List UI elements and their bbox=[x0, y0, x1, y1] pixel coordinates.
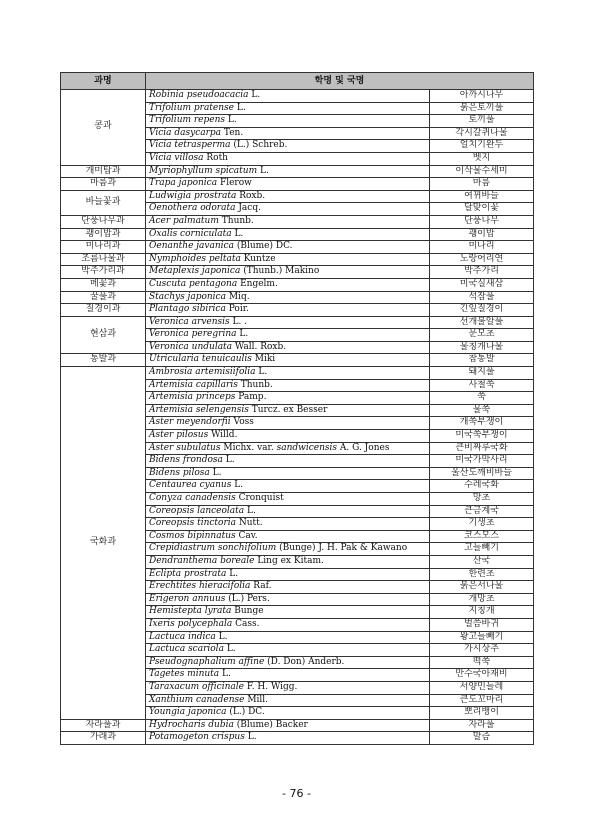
genus-species: Lactuca indica bbox=[149, 631, 216, 642]
genus-species: Eclipta prostrata bbox=[149, 568, 227, 579]
author-citation: (L.) Schreb. bbox=[233, 140, 288, 151]
table-row bbox=[61, 316, 534, 329]
scientific-name-cell bbox=[146, 241, 430, 254]
author-citation: (Blume) DC. bbox=[236, 241, 293, 252]
scientific-name-cell bbox=[146, 316, 430, 329]
scientific-name-cell bbox=[146, 606, 430, 619]
family-cell: 자라풀과 bbox=[61, 719, 146, 732]
korean-name-cell: 가시상추 bbox=[430, 644, 534, 657]
genus-species: Cosmos bipinnatus bbox=[149, 530, 236, 541]
scientific-name-cell bbox=[146, 618, 430, 631]
genus-species: Myriophyllum spicatum bbox=[149, 165, 258, 176]
table-row bbox=[61, 241, 534, 254]
genus-species: Conyza canadensis bbox=[149, 493, 236, 503]
korean-name-cell: 참통발 bbox=[430, 354, 534, 367]
species-table bbox=[60, 72, 534, 745]
author-citation: Michx. var. bbox=[223, 442, 277, 453]
korean-name-cell: 문모초 bbox=[430, 329, 534, 342]
genus-species: Nymphoides peltata bbox=[149, 253, 241, 264]
family-cell: 질경이과 bbox=[61, 304, 146, 317]
header-name: 학명 및 국명 bbox=[146, 73, 534, 90]
table-row bbox=[61, 215, 534, 228]
korean-name-cell: 얼치기완두 bbox=[430, 140, 534, 153]
table-row bbox=[61, 90, 534, 103]
author-citation: L. bbox=[251, 90, 261, 100]
genus-species: Trapa japonica bbox=[149, 178, 218, 189]
scientific-name-cell bbox=[146, 367, 430, 380]
genus-species: Veronica undulata bbox=[149, 341, 233, 352]
family-cell: 박주가리과 bbox=[61, 266, 146, 279]
family-cell: 개미탑과 bbox=[61, 165, 146, 178]
author-citation: (L.) Pers. bbox=[228, 593, 270, 604]
korean-name-cell: 미국실새삼 bbox=[430, 278, 534, 291]
genus-species: Aster subulatus bbox=[149, 442, 221, 453]
genus-species: Coreopsis lanceolata bbox=[149, 505, 245, 516]
author-citation: A. G. Jones bbox=[339, 442, 390, 453]
genus-species: Bidens pilosa bbox=[149, 467, 210, 478]
family-cell: 콩과 bbox=[61, 90, 146, 166]
genus-species: Ludwigia prostrata bbox=[149, 190, 237, 201]
table-row bbox=[61, 266, 534, 279]
author-citation: (D. Don) Anderb. bbox=[267, 656, 345, 667]
genus-species: Stachys japonica bbox=[149, 291, 226, 302]
author-citation: Wall. Roxb. bbox=[234, 341, 287, 352]
author-citation: L. bbox=[212, 467, 222, 478]
genus-species: Aster meyendorfii bbox=[149, 417, 231, 428]
scientific-name-cell bbox=[146, 430, 430, 443]
genus-species: Oxalis corniculata bbox=[149, 228, 232, 239]
genus-species: Dendranthema boreale bbox=[149, 555, 255, 566]
korean-name-cell: 석잠풀 bbox=[430, 291, 534, 304]
table-row bbox=[61, 165, 534, 178]
scientific-name-cell bbox=[146, 669, 430, 682]
family-cell: 국화과 bbox=[61, 367, 146, 720]
genus-species: Hemistepta lyrata bbox=[149, 606, 232, 617]
genus-species: Vicia villosa bbox=[149, 152, 204, 163]
table-row bbox=[61, 732, 534, 745]
family-cell: 단풍나무과 bbox=[61, 215, 146, 228]
genus-species: Aster pilosus bbox=[149, 430, 209, 441]
author-citation: Nutt. bbox=[238, 518, 263, 529]
author-citation: L. bbox=[234, 228, 244, 239]
scientific-name-cell bbox=[146, 253, 430, 266]
korean-name-cell: 사철쑥 bbox=[430, 379, 534, 392]
table-row bbox=[61, 253, 534, 266]
scientific-name-cell bbox=[146, 467, 430, 480]
scientific-name-cell bbox=[146, 581, 430, 594]
korean-name-cell: 쑥 bbox=[430, 392, 534, 405]
genus-species: Pseudognaphalium affine bbox=[149, 656, 265, 667]
scientific-name-cell bbox=[146, 178, 430, 191]
scientific-name-cell bbox=[146, 278, 430, 291]
author-citation: L. bbox=[222, 669, 231, 680]
scientific-name-cell bbox=[146, 90, 430, 103]
scientific-name-cell bbox=[146, 732, 430, 745]
author-citation: Cass. bbox=[235, 618, 260, 629]
author-citation: L. bbox=[259, 165, 269, 176]
scientific-name-cell bbox=[146, 304, 430, 317]
family-cell: 메꽃과 bbox=[61, 278, 146, 291]
korean-name-cell: 아까시나무 bbox=[430, 90, 534, 103]
scientific-name-cell bbox=[146, 656, 430, 669]
scientific-name-cell bbox=[146, 593, 430, 606]
scientific-name-cell bbox=[146, 568, 430, 581]
korean-name-cell: 뽀리뱅이 bbox=[430, 707, 534, 720]
genus-species: Vicia tetrasperma bbox=[149, 140, 231, 151]
scientific-name-cell bbox=[146, 681, 430, 694]
author-citation: L. bbox=[227, 115, 237, 126]
scientific-name-cell bbox=[146, 165, 430, 178]
infraspecific-name: sandwicensis bbox=[276, 442, 337, 453]
korean-name-cell: 노랑어리연 bbox=[430, 253, 534, 266]
author-citation: Ten. bbox=[223, 127, 244, 138]
scientific-name-cell bbox=[146, 417, 430, 430]
scientific-name-cell bbox=[146, 140, 430, 153]
genus-species: Artemisia princeps bbox=[149, 392, 236, 403]
korean-name-cell: 서양민들레 bbox=[430, 681, 534, 694]
genus-species: Tagetes minuta bbox=[149, 669, 220, 680]
family-cell: 마름과 bbox=[61, 178, 146, 191]
author-citation: Jacq. bbox=[238, 203, 261, 214]
korean-name-cell: 미국가막사리 bbox=[430, 455, 534, 468]
korean-name-cell: 개쑥부쟁이 bbox=[430, 417, 534, 430]
scientific-name-cell bbox=[146, 379, 430, 392]
author-citation: Kuntze bbox=[243, 253, 276, 264]
korean-name-cell: 달맞이꽃 bbox=[430, 203, 534, 216]
scientific-name-cell bbox=[146, 228, 430, 241]
table-row bbox=[61, 719, 534, 732]
author-citation: (Bunge) J. H. Pak & Kawano bbox=[279, 543, 408, 554]
author-citation: Engelm. bbox=[240, 278, 278, 289]
korean-name-cell: 큰비짜루국화 bbox=[430, 442, 534, 455]
korean-name-cell: 붉은토끼풀 bbox=[430, 102, 534, 115]
family-cell: 미나리과 bbox=[61, 241, 146, 254]
genus-species: Artemisia selengensis bbox=[149, 404, 249, 415]
scientific-name-cell bbox=[146, 215, 430, 228]
korean-name-cell: 기생초 bbox=[430, 518, 534, 531]
table-header-row bbox=[61, 73, 534, 90]
family-cell: 현삼과 bbox=[61, 316, 146, 354]
scientific-name-cell bbox=[146, 480, 430, 493]
author-citation: Turcz. ex Besser bbox=[251, 404, 328, 415]
genus-species: Youngia japonica bbox=[149, 707, 227, 718]
genus-species: Centaurea cyanus bbox=[149, 480, 232, 491]
scientific-name-cell bbox=[146, 694, 430, 707]
genus-species: Hydrocharis dubia bbox=[149, 719, 234, 730]
korean-name-cell: 고들빼기 bbox=[430, 543, 534, 556]
author-citation: Thunb. bbox=[240, 379, 273, 390]
scientific-name-cell bbox=[146, 266, 430, 279]
author-citation: Roxb. bbox=[239, 190, 266, 201]
author-citation: F. H. Wigg. bbox=[246, 681, 298, 692]
korean-name-cell: 긴잎질경이 bbox=[430, 304, 534, 317]
korean-name-cell: 망초 bbox=[430, 493, 534, 506]
author-citation: L. bbox=[226, 644, 236, 655]
korean-name-cell: 물쑥 bbox=[430, 404, 534, 417]
korean-name-cell: 한련초 bbox=[430, 568, 534, 581]
genus-species: Veronica peregrina bbox=[149, 329, 237, 340]
author-citation: L. bbox=[229, 568, 239, 579]
korean-name-cell: 토끼풀 bbox=[430, 115, 534, 128]
table-row bbox=[61, 178, 534, 191]
scientific-name-cell bbox=[146, 631, 430, 644]
table-row bbox=[61, 304, 534, 317]
author-citation: Miki bbox=[254, 354, 276, 365]
scientific-name-cell bbox=[146, 455, 430, 468]
table-row bbox=[61, 190, 534, 203]
korean-name-cell: 코스모스 bbox=[430, 530, 534, 543]
genus-species: Lactuca scariola bbox=[149, 644, 224, 655]
korean-name-cell: 붉은서나물 bbox=[430, 581, 534, 594]
genus-species: Metaplexis japonica bbox=[149, 266, 241, 277]
scientific-name-cell bbox=[146, 127, 430, 140]
korean-name-cell: 산국 bbox=[430, 555, 534, 568]
korean-name-cell: 큰금계국 bbox=[430, 505, 534, 518]
author-citation: L. . bbox=[232, 316, 248, 327]
author-citation: Miq. bbox=[228, 291, 250, 302]
korean-name-cell: 박주가리 bbox=[430, 266, 534, 279]
author-citation: L. bbox=[258, 367, 268, 378]
page-number: - 76 - bbox=[282, 787, 311, 800]
scientific-name-cell bbox=[146, 341, 430, 354]
genus-species: Coreopsis tinctoria bbox=[149, 518, 237, 529]
korean-name-cell: 수레국화 bbox=[430, 480, 534, 493]
family-cell: 가래과 bbox=[61, 732, 146, 745]
scientific-name-cell bbox=[146, 505, 430, 518]
header-family: 과명 bbox=[61, 73, 146, 90]
author-citation: Flerow bbox=[219, 178, 252, 189]
author-citation: L. bbox=[236, 102, 246, 113]
korean-name-cell: 왕고들빼기 bbox=[430, 631, 534, 644]
genus-species: Trifolium pratense bbox=[149, 102, 234, 113]
genus-species: Bidens frondosa bbox=[149, 455, 223, 466]
author-citation: Raf. bbox=[253, 581, 272, 592]
korean-name-cell: 이삭물수세미 bbox=[430, 165, 534, 178]
author-citation: Pamp. bbox=[238, 392, 267, 403]
genus-species: Potamogeton crispus bbox=[149, 732, 245, 743]
author-citation: L. bbox=[247, 732, 257, 743]
korean-name-cell: 마름 bbox=[430, 178, 534, 191]
genus-species: Oenothera odorata bbox=[149, 203, 236, 214]
korean-name-cell: 미나리 bbox=[430, 241, 534, 254]
author-citation: Willd. bbox=[211, 430, 238, 441]
genus-species: Vicia dasycarpa bbox=[149, 127, 222, 138]
genus-species: Ixeris polycephala bbox=[149, 618, 233, 629]
table-row bbox=[61, 228, 534, 241]
author-citation: (Blume) Backer bbox=[236, 719, 308, 730]
korean-name-cell: 돼지풀 bbox=[430, 367, 534, 380]
family-cell: 꿀풀과 bbox=[61, 291, 146, 304]
korean-name-cell: 각시갈퀴나물 bbox=[430, 127, 534, 140]
author-citation: L. bbox=[225, 455, 235, 466]
scientific-name-cell bbox=[146, 493, 430, 506]
genus-species: Veronica arvensis bbox=[149, 316, 230, 327]
korean-name-cell: 단풍나무 bbox=[430, 215, 534, 228]
korean-name-cell: 지칭개 bbox=[430, 606, 534, 619]
korean-name-cell: 울산도깨비바늘 bbox=[430, 467, 534, 480]
korean-name-cell: 미국쑥부쟁이 bbox=[430, 430, 534, 443]
scientific-name-cell bbox=[146, 354, 430, 367]
author-citation: L. bbox=[247, 505, 256, 516]
author-citation: Roth bbox=[206, 152, 228, 163]
family-cell: 괭이밥과 bbox=[61, 228, 146, 241]
scientific-name-cell bbox=[146, 190, 430, 203]
scientific-name-cell bbox=[146, 329, 430, 342]
scientific-name-cell bbox=[146, 518, 430, 531]
genus-species: Robinia pseudoacacia bbox=[149, 90, 249, 100]
family-cell: 통발과 bbox=[61, 354, 146, 367]
author-citation: Bunge bbox=[234, 606, 264, 617]
scientific-name-cell bbox=[146, 555, 430, 568]
korean-name-cell: 자라풀 bbox=[430, 719, 534, 732]
korean-name-cell: 말즘 bbox=[430, 732, 534, 745]
genus-species: Artemisia capillaris bbox=[149, 379, 238, 390]
genus-species: Acer palmatum bbox=[149, 215, 219, 226]
korean-name-cell: 개망초 bbox=[430, 593, 534, 606]
korean-name-cell: 물칭개나물 bbox=[430, 341, 534, 354]
author-citation: Cav. bbox=[238, 530, 258, 541]
table-row bbox=[61, 291, 534, 304]
family-cell: 바늘꽃과 bbox=[61, 190, 146, 215]
scientific-name-cell bbox=[146, 152, 430, 165]
korean-name-cell: 큰도꼬마리 bbox=[430, 694, 534, 707]
korean-name-cell: 떡쑥 bbox=[430, 656, 534, 669]
author-citation: (L.) DC. bbox=[229, 707, 265, 718]
scientific-name-cell bbox=[146, 442, 430, 455]
table-row bbox=[61, 367, 534, 380]
genus-species: Erechtites hieracifolia bbox=[149, 581, 251, 592]
table-body bbox=[61, 90, 534, 745]
scientific-name-cell bbox=[146, 392, 430, 405]
korean-name-cell: 벌씀바귀 bbox=[430, 618, 534, 631]
genus-species: Erigeron annuus bbox=[149, 593, 226, 604]
genus-species: Trifolium repens bbox=[149, 115, 226, 126]
genus-species: Oenanthe javanica bbox=[149, 241, 234, 252]
scientific-name-cell bbox=[146, 102, 430, 115]
family-cell: 조름나물과 bbox=[61, 253, 146, 266]
author-citation: L. bbox=[218, 631, 228, 642]
korean-name-cell: 벳지 bbox=[430, 152, 534, 165]
scientific-name-cell bbox=[146, 203, 430, 216]
genus-species: Cuscuta pentagona bbox=[149, 278, 238, 289]
table-row bbox=[61, 278, 534, 291]
korean-name-cell: 선개불알풀 bbox=[430, 316, 534, 329]
scientific-name-cell bbox=[146, 719, 430, 732]
scientific-name-cell bbox=[146, 291, 430, 304]
genus-species: Taraxacum officinale bbox=[149, 681, 244, 692]
author-citation: L. bbox=[239, 329, 249, 340]
author-citation: Mill. bbox=[247, 694, 269, 705]
scientific-name-cell bbox=[146, 115, 430, 128]
scientific-name-cell bbox=[146, 530, 430, 543]
genus-species: Xanthium canadense bbox=[149, 694, 245, 705]
author-citation: Thunb. bbox=[221, 215, 254, 226]
author-citation: L. bbox=[234, 480, 244, 491]
scientific-name-cell bbox=[146, 644, 430, 657]
author-citation: Cronquist bbox=[238, 493, 284, 503]
genus-species: Plantago sibirica bbox=[149, 304, 226, 315]
korean-name-cell: 여뀌바늘 bbox=[430, 190, 534, 203]
genus-species: Utricularia tenuicaulis bbox=[149, 354, 252, 365]
author-citation: Ling ex Kitam. bbox=[257, 555, 324, 566]
scientific-name-cell bbox=[146, 543, 430, 556]
genus-species: Ambrosia artemisiifolia bbox=[149, 367, 256, 378]
genus-species: Crepidiastrum sonchifolium bbox=[149, 543, 277, 554]
table-row bbox=[61, 354, 534, 367]
author-citation: (Thunb.) Makino bbox=[243, 266, 320, 277]
korean-name-cell: 만수국아재비 bbox=[430, 669, 534, 682]
scientific-name-cell bbox=[146, 404, 430, 417]
scientific-name-cell bbox=[146, 707, 430, 720]
korean-name-cell: 괭이밥 bbox=[430, 228, 534, 241]
author-citation: Voss bbox=[233, 417, 254, 428]
author-citation: Poir. bbox=[228, 304, 249, 315]
